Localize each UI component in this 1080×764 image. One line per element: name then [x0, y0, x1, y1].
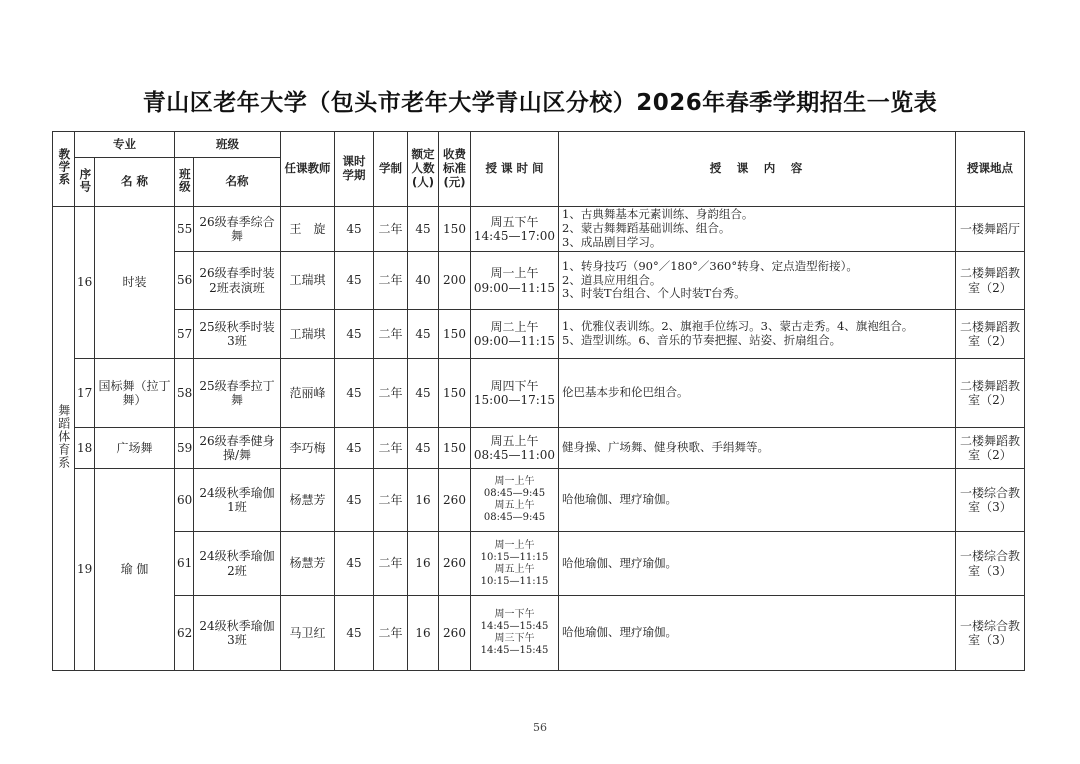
location-cell: 一楼综合教室（3）: [956, 469, 1025, 532]
teacher-cell: 工瑞琪: [281, 252, 335, 310]
time-cell: 周一下午 14:45—15:45 周三下午 14:45—15:45: [471, 596, 559, 671]
class-no-cell: 58: [175, 359, 194, 428]
hours-cell: 45: [335, 428, 374, 469]
years-cell: 二年: [374, 428, 408, 469]
col-header-quota: 额定人数(人): [408, 132, 439, 207]
content-cell: 1、古典舞基本元素训练、身韵组合。 2、蒙古舞舞蹈基础训练、组合。 3、成品剧目学习。: [559, 207, 956, 252]
class-name-cell: 25级秋季时装3班: [194, 310, 281, 359]
class-no-cell: 61: [175, 532, 194, 596]
fee-cell: 150: [439, 428, 471, 469]
col-header-years: 学制: [374, 132, 408, 207]
class-name-cell: 25级春季拉丁舞: [194, 359, 281, 428]
fee-cell: 200: [439, 252, 471, 310]
location-cell: 一楼综合教室（3）: [956, 532, 1025, 596]
fee-cell: 150: [439, 310, 471, 359]
class-name-cell: 24级秋季瑜伽1班: [194, 469, 281, 532]
major-no-cell: 18: [75, 428, 95, 469]
dept-cell: 舞蹈体育系: [53, 207, 75, 671]
col-header-teacher: 任课教师: [281, 132, 335, 207]
table-row: [53, 532, 1025, 596]
enrollment-table: [52, 131, 1025, 671]
major-name-cell: 时装: [95, 207, 175, 359]
page-number: 56: [533, 721, 547, 734]
time-cell: 周五下午 14:45—17:00: [471, 207, 559, 252]
quota-cell: 45: [408, 310, 439, 359]
time-cell: 周二上午 09:00—11:15: [471, 310, 559, 359]
fee-cell: 260: [439, 532, 471, 596]
hours-cell: 45: [335, 469, 374, 532]
years-cell: 二年: [374, 469, 408, 532]
hours-cell: 45: [335, 310, 374, 359]
table-row: [53, 469, 1025, 532]
years-cell: 二年: [374, 532, 408, 596]
col-header-time: 授 课 时 间: [471, 132, 559, 207]
col-header-content: 授 课 内 容: [559, 132, 956, 207]
class-no-cell: 55: [175, 207, 194, 252]
col-header-major: 专业: [75, 132, 175, 158]
hours-cell: 45: [335, 596, 374, 671]
major-name-cell: 瑜 伽: [95, 469, 175, 671]
teacher-cell: 杨慧芳: [281, 469, 335, 532]
header-row: [53, 132, 1025, 158]
col-header-major-name: 名 称: [95, 158, 175, 207]
major-no-cell: 19: [75, 469, 95, 671]
teacher-cell: 马卫红: [281, 596, 335, 671]
location-cell: 一楼舞蹈厅: [956, 207, 1025, 252]
quota-cell: 45: [408, 207, 439, 252]
table-row: [53, 207, 1025, 252]
class-name-cell: 26级春季综合舞: [194, 207, 281, 252]
table-row: [53, 252, 1025, 310]
quota-cell: 16: [408, 596, 439, 671]
content-cell: 哈他瑜伽、理疗瑜伽。: [559, 469, 956, 532]
content-cell: 伦巴基本步和伦巴组合。: [559, 359, 956, 428]
class-name-cell: 26级春季时装2班表演班: [194, 252, 281, 310]
class-no-cell: 60: [175, 469, 194, 532]
hours-cell: 45: [335, 207, 374, 252]
time-cell: 周五上午 08:45—11:00: [471, 428, 559, 469]
quota-cell: 40: [408, 252, 439, 310]
class-no-cell: 56: [175, 252, 194, 310]
content-cell: 哈他瑜伽、理疗瑜伽。: [559, 596, 956, 671]
hours-cell: 45: [335, 252, 374, 310]
teacher-cell: 李巧梅: [281, 428, 335, 469]
col-header-class-no: 班级: [175, 158, 194, 207]
table-row: [53, 428, 1025, 469]
major-name-cell: 国标舞（拉丁舞）: [95, 359, 175, 428]
years-cell: 二年: [374, 252, 408, 310]
years-cell: 二年: [374, 310, 408, 359]
teacher-cell: 工瑞琪: [281, 310, 335, 359]
major-no-cell: 16: [75, 207, 95, 359]
major-name-cell: 广场舞: [95, 428, 175, 469]
table-row: [53, 596, 1025, 671]
location-cell: 二楼舞蹈教室（2）: [956, 428, 1025, 469]
time-cell: 周一上午 09:00—11:15: [471, 252, 559, 310]
class-name-cell: 24级秋季瑜伽3班: [194, 596, 281, 671]
content-cell: 1、优雅仪表训练。2、旗袍手位练习。3、蒙古走秀。4、旗袍组合。 5、造型训练。6、音乐的节奏把握、站姿、折扇组合。: [559, 310, 956, 359]
quota-cell: 45: [408, 359, 439, 428]
location-cell: 二楼舞蹈教室（2）: [956, 310, 1025, 359]
col-header-location: 授课地点: [956, 132, 1025, 207]
quota-cell: 45: [408, 428, 439, 469]
class-no-cell: 59: [175, 428, 194, 469]
col-header-major-no: 序号: [75, 158, 95, 207]
major-no-cell: 17: [75, 359, 95, 428]
col-header-hours: 课时学期: [335, 132, 374, 207]
years-cell: 二年: [374, 207, 408, 252]
class-name-cell: 26级春季健身操/舞: [194, 428, 281, 469]
content-cell: 哈他瑜伽、理疗瑜伽。: [559, 532, 956, 596]
location-cell: 二楼舞蹈教室（2）: [956, 359, 1025, 428]
class-no-cell: 62: [175, 596, 194, 671]
teacher-cell: 杨慧芳: [281, 532, 335, 596]
time-cell: 周四下午 15:00—17:15: [471, 359, 559, 428]
fee-cell: 260: [439, 596, 471, 671]
col-header-class: 班级: [175, 132, 281, 158]
table-row: [53, 359, 1025, 428]
quota-cell: 16: [408, 469, 439, 532]
fee-cell: 150: [439, 359, 471, 428]
location-cell: 二楼舞蹈教室（2）: [956, 252, 1025, 310]
location-cell: 一楼综合教室（3）: [956, 596, 1025, 671]
quota-cell: 16: [408, 532, 439, 596]
content-cell: 健身操、广场舞、健身秧歌、手绢舞等。: [559, 428, 956, 469]
time-cell: 周一上午 10:15—11:15 周五上午 10:15—11:15: [471, 532, 559, 596]
class-no-cell: 57: [175, 310, 194, 359]
time-cell: 周一上午 08:45—9:45 周五上午 08:45—9:45: [471, 469, 559, 532]
col-header-class-name: 名称: [194, 158, 281, 207]
teacher-cell: 范丽峰: [281, 359, 335, 428]
page-title: 青山区老年大学（包头市老年大学青山区分校）2026年春季学期招生一览表: [142, 90, 938, 116]
fee-cell: 260: [439, 469, 471, 532]
teacher-cell: 王 旋: [281, 207, 335, 252]
table-row: [53, 310, 1025, 359]
hours-cell: 45: [335, 532, 374, 596]
col-header-fee: 收费标准(元): [439, 132, 471, 207]
hours-cell: 45: [335, 359, 374, 428]
col-header-dept: 教学系: [53, 132, 75, 207]
years-cell: 二年: [374, 596, 408, 671]
content-cell: 1、转身技巧（90°／180°／360°转身、定点造型衔接）。 2、道具应用组合。 3、时装T台组合、个人时装T台秀。: [559, 252, 956, 310]
class-name-cell: 24级秋季瑜伽2班: [194, 532, 281, 596]
fee-cell: 150: [439, 207, 471, 252]
years-cell: 二年: [374, 359, 408, 428]
